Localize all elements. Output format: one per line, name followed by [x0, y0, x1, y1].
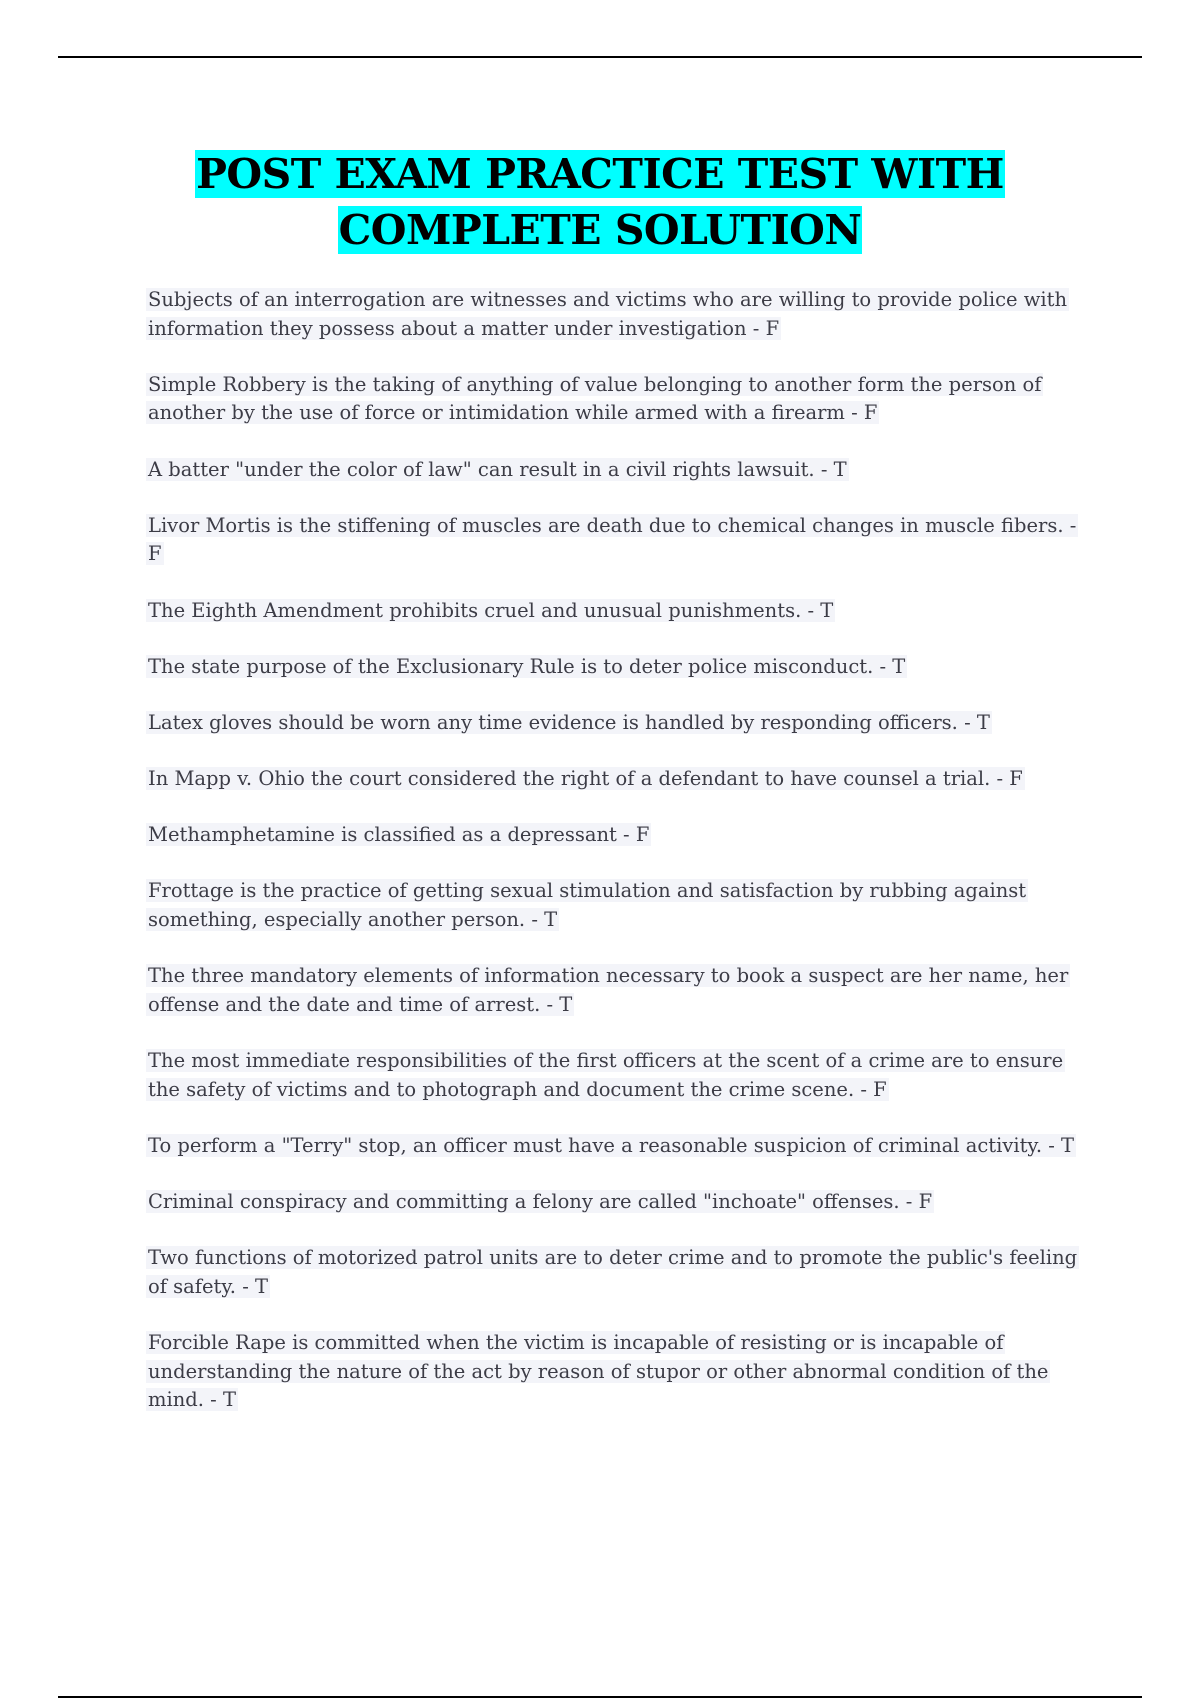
question-text: The three mandatory elements of information necessary to book a suspect are her name, her offense and the date and time of arrest. - T	[148, 964, 1069, 1016]
title-line-2	[338, 202, 863, 258]
question-text: Two functions of motorized patrol units are to deter crime and to promote the public's feeling of safety. - T	[148, 1246, 1078, 1298]
title-line-1-text: POST EXAM PRACTICE TEST WITH	[196, 150, 1004, 198]
question-text: A batter "under the color of law" can result in a civil rights lawsuit. - T	[148, 457, 847, 481]
question-text: Frottage is the practice of getting sexual stimulation and satisfaction by rubbing against something, especially another person. - T	[148, 879, 1027, 932]
question-item	[146, 877, 1096, 934]
question-item	[146, 962, 1096, 1019]
question-text: Criminal conspiracy and committing a felony are called "inchoate" offenses. - F	[148, 1190, 933, 1213]
question-item	[146, 821, 1096, 850]
question-item	[146, 653, 1096, 682]
question-text: To perform a "Terry" stop, an officer must have a reasonable suspicion of criminal activity. - T	[148, 1133, 1075, 1157]
question-item	[146, 1132, 1096, 1161]
question-text: The most immediate responsibilities of the first officers at the scent of a crime are to ensure the safety of victims and to photograph and document the crime scene. - F	[148, 1049, 1064, 1101]
question-text: Subjects of an interrogation are witnesses and victims who are willing to provide police with information they possess about a matter under investigation - F	[148, 288, 1068, 340]
title-line-1	[195, 146, 1005, 202]
question-text: In Mapp v. Ohio the court considered the right of a defendant to have counsel a trial. - F	[148, 767, 1023, 791]
question-text: Livor Mortis is the stiffening of muscles are death due to chemical changes in muscle fibers. - F	[148, 513, 1077, 566]
question-item	[146, 1047, 1096, 1104]
page-title	[60, 146, 1140, 258]
title-line-2-text: COMPLETE SOLUTION	[338, 206, 862, 254]
question-item	[146, 1329, 1096, 1415]
question-text: The state purpose of the Exclusionary Rule is to deter police misconduct. - T	[148, 654, 906, 678]
question-item	[146, 709, 1096, 738]
question-item	[146, 456, 1096, 485]
footer-rule	[58, 1696, 1142, 1698]
header-rule	[58, 56, 1142, 58]
question-text: Latex gloves should be worn any time evidence is handled by responding officers. - T	[148, 710, 990, 734]
question-item	[146, 286, 1096, 343]
question-text: Methamphetamine is classified as a depressant - F	[148, 823, 650, 847]
question-item	[146, 597, 1096, 626]
question-item	[146, 512, 1096, 569]
question-item	[146, 1244, 1096, 1301]
question-item	[146, 765, 1096, 794]
question-list	[146, 286, 1096, 1442]
question-text: Forcible Rape is committed when the victim is incapable of resisting or is incapable of understanding the nature of the act by reason of stupor or other abnormal condition of the mind. - T	[148, 1330, 1049, 1412]
question-text: The Eighth Amendment prohibits cruel and unusual punishments. - T	[148, 598, 834, 622]
question-text: Simple Robbery is the taking of anything of value belonging to another form the person of another by the use of force or intimidation while armed with a firearm - F	[148, 372, 1042, 425]
question-item	[146, 1188, 1096, 1217]
question-item	[146, 371, 1096, 428]
